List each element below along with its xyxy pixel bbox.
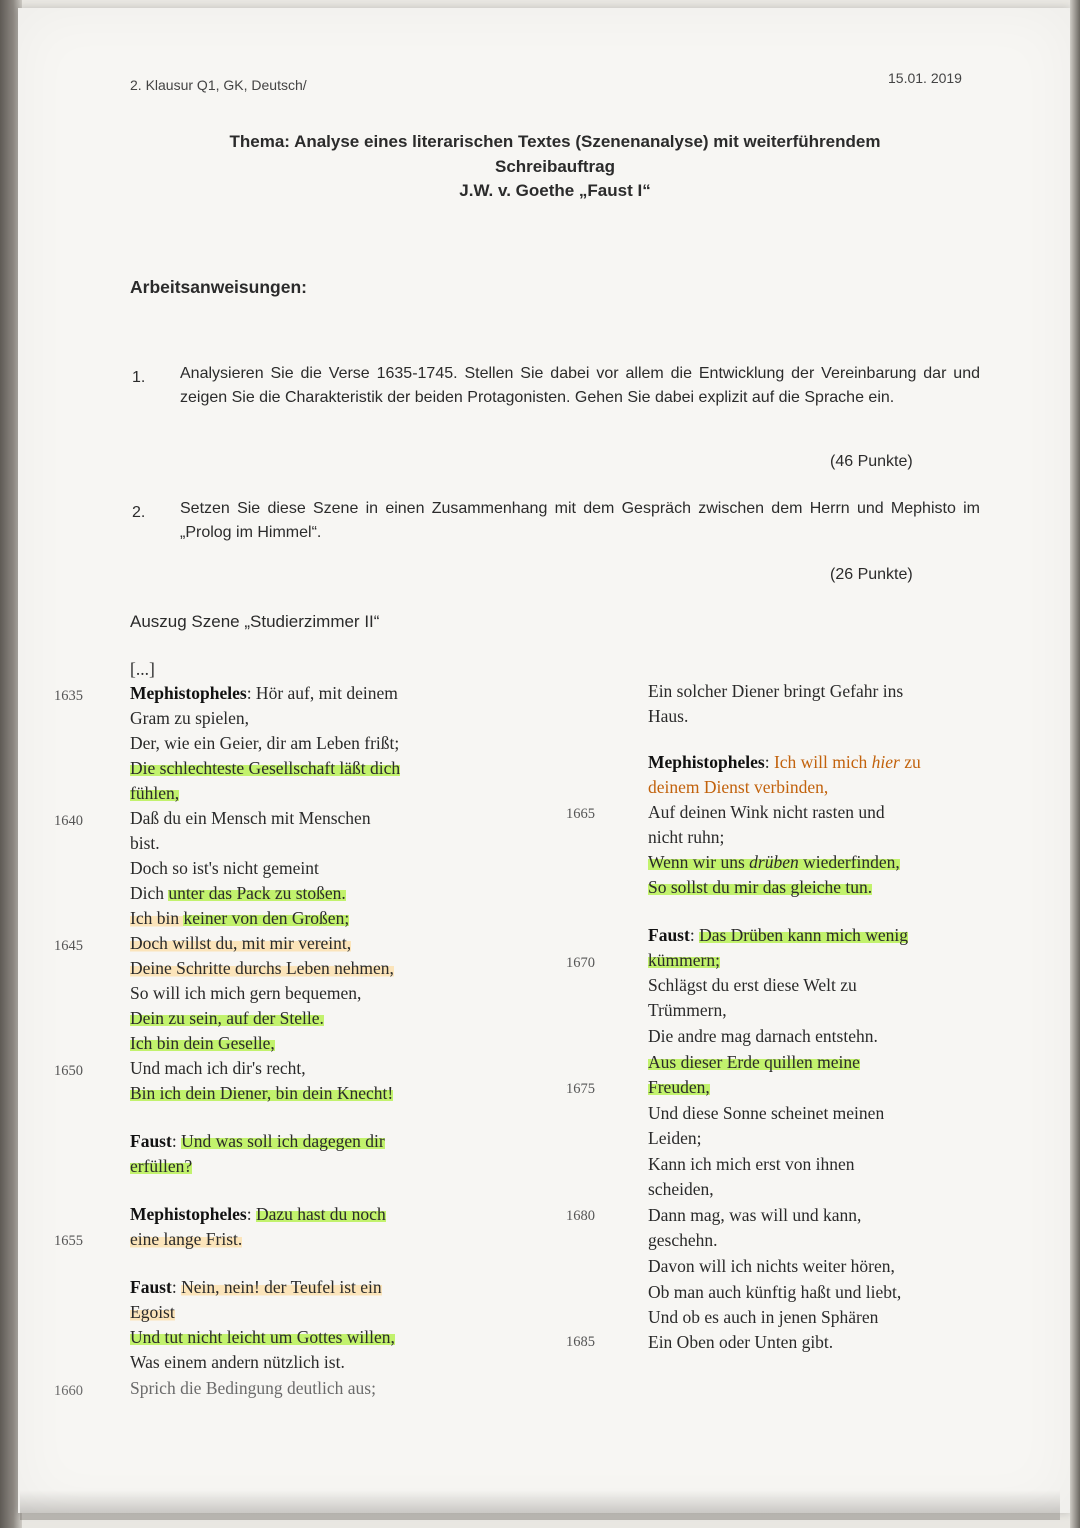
verse-line: Doch willst du, mit mir vereint, (130, 933, 352, 953)
verse-line: Ich bin dein Geselle, (130, 1033, 275, 1053)
speaker-name: Mephistopheles (130, 683, 247, 703)
title-line-1: Thema: Analyse eines literarischen Textes (Szenenanalyse) mit weiterführendem (229, 132, 881, 151)
verse-line: Aus dieser Erde quillen meine (648, 1052, 860, 1072)
speaker-name: Mephistopheles (648, 752, 765, 772)
verse-line: Faust: Nein, nein! der Teufel ist ein (130, 1277, 382, 1297)
verse-line: Mephistopheles: Dazu hast du noch (130, 1204, 386, 1224)
verse-line: Mephistopheles: Ich will mich hier zu (648, 752, 921, 772)
speaker-name: Faust (130, 1277, 172, 1297)
line-number: 1640 (54, 813, 83, 829)
verse-line: Sprich die Bedingung deutlich aus; (130, 1378, 376, 1398)
line-number: 1670 (566, 955, 595, 971)
line-number: 1680 (566, 1208, 595, 1224)
line-number: 1650 (54, 1063, 83, 1079)
verse-line: Kann ich mich erst von ihnen (648, 1154, 855, 1174)
verse-line: Davon will ich nichts weiter hören, (648, 1256, 895, 1276)
verse-line: erfüllen? (130, 1156, 193, 1176)
verse-line: Leiden; (648, 1128, 702, 1148)
speaker-name: Mephistopheles (130, 1204, 247, 1224)
title-line-2: Schreibauftrag (495, 157, 615, 176)
verse-line: kümmern; (648, 950, 720, 970)
verse-line: bist. (130, 833, 160, 853)
scan-shadow-bottom (20, 1490, 1060, 1520)
verse-line: Gram zu spielen, (130, 708, 250, 728)
speaker-name: Faust (130, 1131, 172, 1151)
verse-line: Trümmern, (648, 1000, 727, 1020)
verse-line: Und ob es auch in jenen Sphären (648, 1307, 879, 1327)
verse-line: Auf deinen Wink nicht rasten und (648, 802, 885, 822)
task-2-text: Setzen Sie diese Szene in einen Zusammenhang mit dem Gespräch zwischen dem Herrn und Mephisto im „Prolog im Himmel“. (180, 500, 980, 541)
header-date: 15.01. 2019 (888, 70, 962, 86)
task-1-points: (46 Punkte) (830, 453, 913, 470)
verse-line: Dann mag, was will und kann, (648, 1205, 862, 1225)
verse-line: eine lange Frist. (130, 1229, 243, 1249)
line-number: 1645 (54, 938, 83, 954)
verse-line: So will ich mich gern bequemen, (130, 983, 362, 1003)
verse-line: Faust: Das Drüben kann mich wenig (648, 925, 909, 945)
verse-line: Daß du ein Mensch mit Menschen (130, 808, 371, 828)
excerpt-heading: Auszug Szene „Studierzimmer II“ (130, 612, 380, 631)
verse-line: geschehn. (648, 1230, 718, 1250)
verse-line: Und diese Sonne scheinet meinen (648, 1103, 885, 1123)
verse-line: Doch so ist's nicht gemeint (130, 858, 319, 878)
line-number: 1665 (566, 806, 595, 822)
verse-line: Wenn wir uns drüben wiederfinden, (648, 852, 900, 872)
verse-line: Ob man auch künftig haßt und liebt, (648, 1282, 902, 1302)
verse-line: Deine Schritte durchs Leben nehmen, (130, 958, 394, 978)
task-2-number: 2. (132, 504, 146, 521)
verse-line: Schlägst du erst diese Welt zu (648, 975, 857, 995)
verse-line: Und tut nicht leicht um Gottes willen, (130, 1327, 395, 1347)
verse-line: Ich bin keiner von den Großen; (130, 908, 350, 928)
verse-line: Ein Oben oder Unten gibt. (648, 1332, 834, 1352)
verse-line: scheiden, (648, 1179, 714, 1199)
verse-line: nicht ruhn; (648, 827, 725, 847)
verse-line: Faust: Und was soll ich dagegen dir (130, 1131, 385, 1151)
line-number: 1675 (566, 1081, 595, 1097)
verse-line: Der, wie ein Geier, dir am Leben frißt; (130, 733, 400, 753)
line-number: 1685 (566, 1334, 595, 1350)
title-line-3: J.W. v. Goethe „Faust I“ (459, 181, 651, 200)
verse-line: Bin ich dein Diener, bin dein Knecht! (130, 1083, 394, 1103)
speaker-name: Faust (648, 925, 690, 945)
ellipsis: [...] (130, 659, 155, 679)
verse-line: deinem Dienst verbinden, (648, 777, 829, 797)
verse-line: So sollst du mir das gleiche tun. (648, 877, 873, 897)
line-number: 1660 (54, 1383, 83, 1399)
header-course: 2. Klausur Q1, GK, Deutsch/ (130, 77, 307, 93)
task-1-text: Analysieren Sie die Verse 1635-1745. Stellen Sie dabei vor allem die Entwicklung der Vereinbarung dar und zeigen Sie die Charakteristik der beiden Protagonisten. Gehen Sie dabei explizit auf die Sprache ein. (180, 365, 980, 406)
scan-edge-right (1070, 0, 1080, 1528)
verse-line: Egoist (130, 1302, 175, 1322)
verse-line: Haus. (648, 706, 689, 726)
verse-line: Die andre mag darnach entstehn. (648, 1026, 878, 1046)
instructions-heading: Arbeitsanweisungen: (130, 277, 307, 297)
verse-line: Dein zu sein, auf der Stelle. (130, 1008, 324, 1028)
verse-line: Und mach ich dir's recht, (130, 1058, 306, 1078)
verse-line: Die schlechteste Gesellschaft läßt dich (130, 758, 401, 778)
verse-line: Mephistopheles: Hör auf, mit deinem (130, 683, 398, 703)
verse-line: fühlen, (130, 783, 180, 803)
line-number: 1655 (54, 1233, 83, 1249)
verse-line: Ein solcher Diener bringt Gefahr ins (648, 681, 904, 701)
line-number: 1635 (54, 688, 83, 704)
verse-line: Freuden, (648, 1077, 710, 1097)
verse-line: Was einem andern nützlich ist. (130, 1352, 345, 1372)
task-2-points: (26 Punkte) (830, 566, 913, 583)
verse-line: Dich unter das Pack zu stoßen. (130, 883, 346, 903)
task-1-number: 1. (132, 369, 146, 386)
